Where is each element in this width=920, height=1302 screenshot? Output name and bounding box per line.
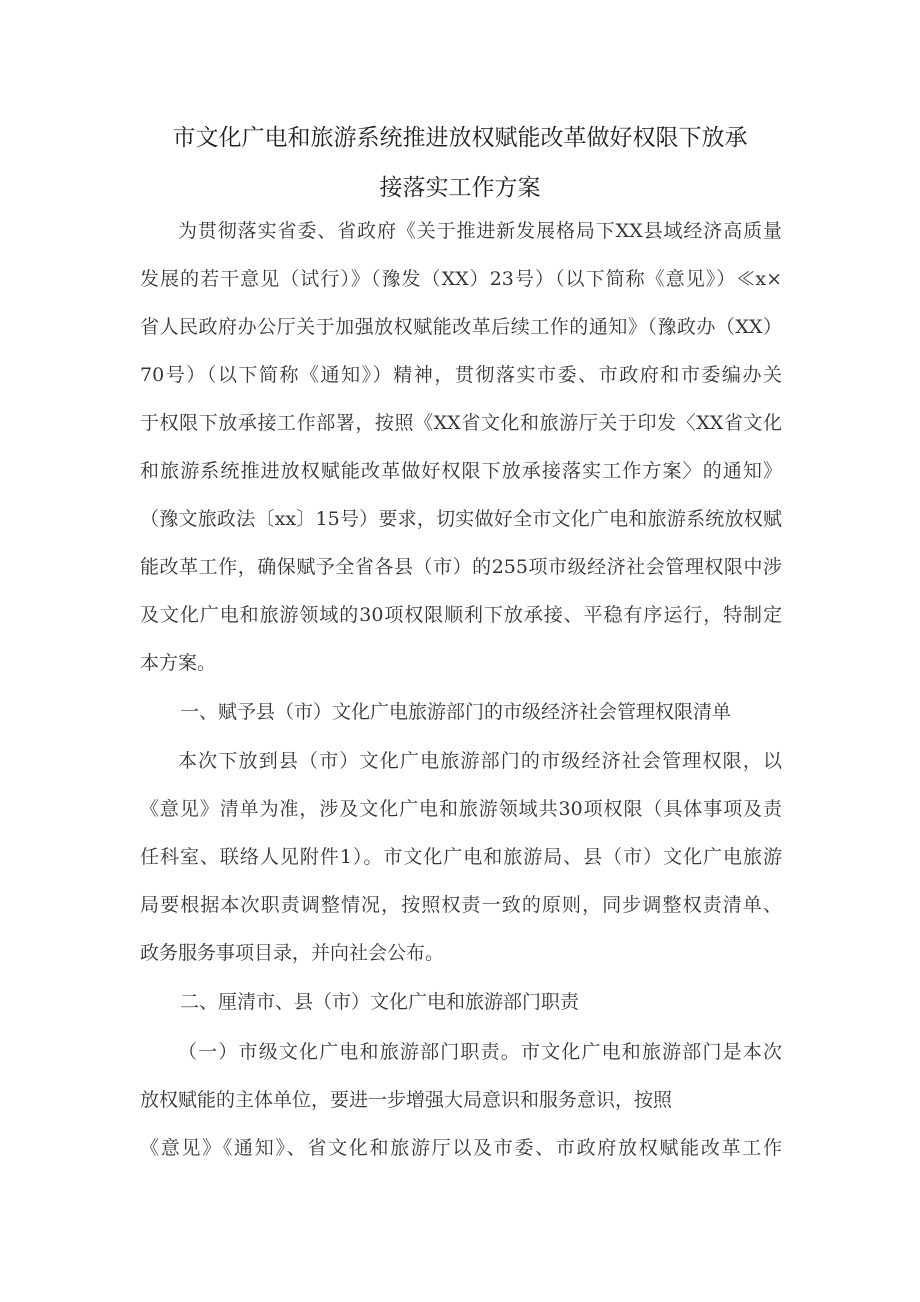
- paragraph-1-line: 和旅游系统推进放权赋能改革做好权限下放承接落实工作方案〉的通知》: [140, 460, 782, 482]
- paragraph-2-line: 本次下放到县（市）文化广电旅游部门的市级经济社会管理权限，以: [178, 750, 782, 772]
- paragraph-3-line: （一）市级文化广电和旅游部门职责。市文化广电和旅游部门是本次: [178, 1041, 782, 1063]
- paragraph-2-line: 局要根据本次职责调整情况，按照权责一致的原则，同步调整权责清单、: [140, 894, 782, 916]
- paragraph-3-line: 《意见》《通知》、省文化和旅游厅以及市委、市政府放权赋能改革工作: [140, 1137, 782, 1159]
- paragraph-1-line: 能改革工作，确保赋予全省各县（市）的255项市级经济社会管理权限中涉: [140, 556, 782, 578]
- paragraph-1-line: 为贯彻落实省委、省政府《关于推进新发展格局下XX县域经济高质量: [178, 220, 782, 242]
- paragraph-2-line: 任科室、联络人见附件1）。市文化广电和旅游局、县（市）文化广电旅游: [140, 846, 782, 868]
- section-heading-1: 一、赋予县（市）文化广电旅游部门的市级经济社会管理权限清单: [180, 701, 732, 723]
- paragraph-2-line: 《意见》清单为准，涉及文化广电和旅游领域共30项权限（具体事项及责: [140, 798, 782, 820]
- paragraph-1-line: 省人民政府办公厅关于加强放权赋能改革后续工作的通知》（豫政办（XX）: [140, 316, 782, 338]
- document-title-line-1: 市文化广电和旅游系统推进放权赋能改革做好权限下放承: [172, 125, 748, 151]
- paragraph-1-line: 发展的若干意见（试行）》（豫发（XX）23号）（以下简称《意见》）≪x×: [140, 268, 782, 290]
- paragraph-2-line: 政务服务事项目录，并向社会公布。: [140, 942, 445, 964]
- paragraph-1-line: 本方案。: [140, 652, 217, 674]
- paragraph-1-line: 及文化广电和旅游领域的30项权限顺利下放承接、平稳有序运行，特制定: [140, 604, 782, 626]
- document-title-line-2: 接落实工作方案: [379, 175, 541, 201]
- paragraph-1-line: 于权限下放承接工作部署，按照《XX省文化和旅游厅关于印发〈XX省文化: [140, 412, 782, 434]
- paragraph-1-line: （豫文旅政法〔xx〕15号）要求，切实做好全市文化广电和旅游系统放权赋: [140, 508, 782, 530]
- paragraph-3-line: 放权赋能的主体单位，要进一步增强大局意识和服务意识，按照: [140, 1089, 673, 1111]
- paragraph-1-line: 70号）（以下简称《通知》）精神，贯彻落实市委、市政府和市委编办关: [140, 364, 782, 386]
- section-heading-2: 二、厘清市、县（市）文化广电和旅游部门职责: [180, 991, 580, 1013]
